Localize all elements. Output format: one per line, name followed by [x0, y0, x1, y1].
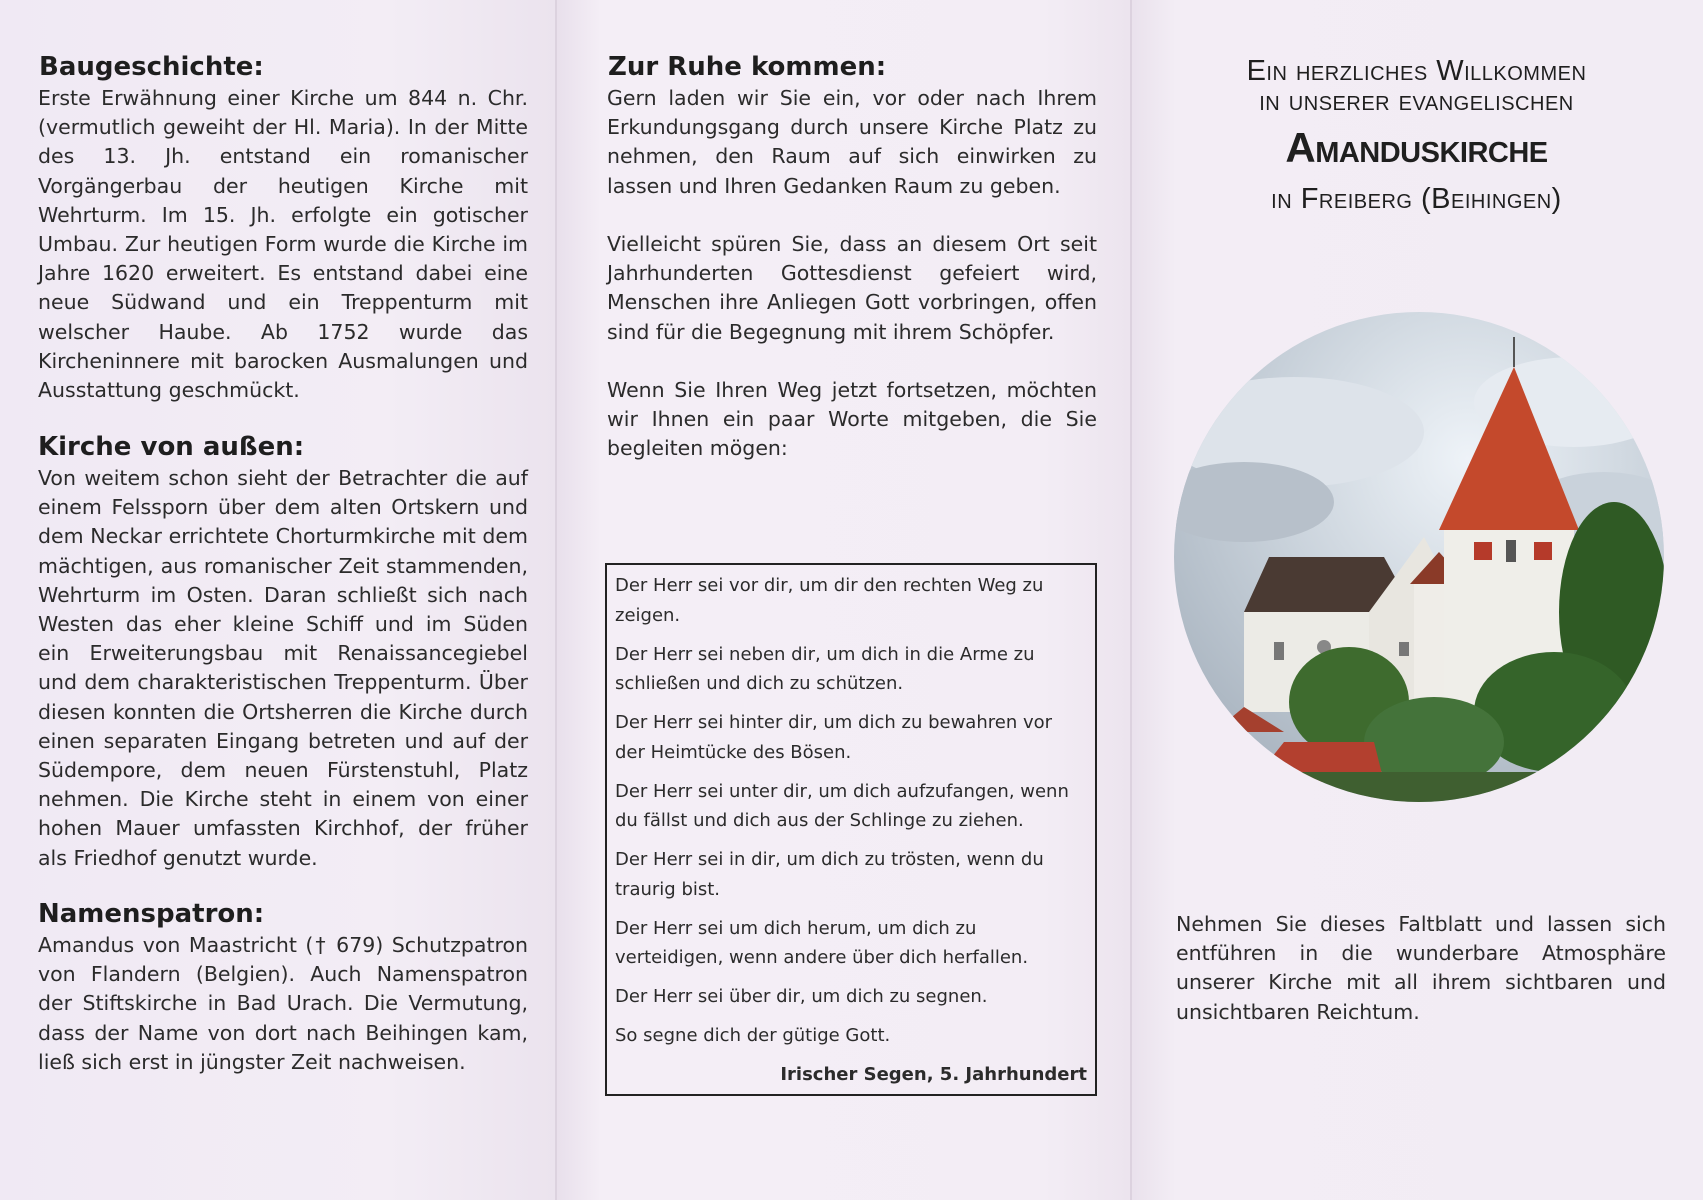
fold-line-left [555, 0, 557, 1200]
heading-history: Baugeschichte: [39, 52, 264, 82]
heading-exterior: Kirche von außen: [38, 432, 305, 462]
blessing-line: Der Herr sei über dir, um dich zu segnen. [615, 986, 988, 1007]
blessing-line: Der Herr sei vor dir, um dir den rechten Weg zu zeigen. [615, 575, 1044, 626]
blessing-source: Irischer Segen, 5. Jahrhundert [780, 1064, 1087, 1085]
blessing-line: Der Herr sei unter dir, um dich aufzufangen, wenn du fällst und dich aus der Schlinge zu ziehen. [615, 780, 1069, 831]
blessing-box [605, 563, 1097, 1096]
title-church-name: Amanduskirche [1285, 124, 1548, 171]
blessing-line: Der Herr sei hinter dir, um dich zu bewahren vor der Heimtücke des Bösen. [615, 712, 1053, 763]
blessing-line: Der Herr sei in dir, um dich zu trösten, wenn du traurig bist. [615, 849, 1044, 900]
blessing-line: Der Herr sei neben dir, um dich in die Arme zu schließen und dich zu schützen. [615, 643, 1035, 694]
text-rest-3: Wenn Sie Ihren Weg jetzt fortsetzen, möchten wir Ihnen ein paar Worte mitgeben, die Sie begleiten mögen: [607, 378, 1097, 461]
text-exterior: Von weitem schon sieht der Betrachter die auf einem Felssporn über dem alten Ortskern und dem Neckar errichtete Chorturmkirche mit dem mächtigen, aus romanischer Zeit stammenden, Wehrturm im Osten. Daran schließt sich nach Westen das eher kleine Schiff und im Süden ein Erweiterungsbau mit Renaissancegiebel und dem charakteristischen Treppenturm. Über diesen konnten die Ortsherren die Kirche durch einen separaten Eingang betreten und auf der Südempore, dem neuen Fürstenstuhl, Platz nehmen. Die Kirche steht in einem von einer hohen Mauer umfassten Kirchhof, der früher als Friedhof genutzt wurde. [38, 466, 528, 870]
title-line-1: Ein herzliches Willkommen [1246, 55, 1587, 87]
blessing-line: So segne dich der gütige Gott. [615, 1025, 891, 1046]
intro-text: Nehmen Sie dieses Faltblatt und lassen sich entführen in die wunderbare Atmosphäre unserer Kirche mit all ihrem sichtbaren und unsichtbaren Reichtum. [1176, 912, 1666, 1024]
text-rest-1: Gern laden wir Sie ein, vor oder nach Ihrem Erkundungsgang durch unsere Kirche Platz zu nehmen, den Raum auf sich einwirken zu lassen und Ihren Gedanken Raum zu geben. [607, 86, 1097, 198]
church-photo [1174, 312, 1664, 802]
title-line-2: in unserer evangelischen [1259, 85, 1574, 117]
title-line-3: in Freiberg (Beihingen) [1271, 183, 1562, 215]
welcome-title [1130, 56, 1703, 214]
text-rest-2: Vielleicht spüren Sie, dass an diesem Ort seit Jahrhunderten Gottesdienst gefeiert wird, Menschen ihre Anliegen Gott vorbringen, offen sind für die Begegnung mit ihrem Schöpfer. [607, 232, 1097, 344]
blessing-line: Der Herr sei um dich herum, um dich zu verteidigen, wenn andere über dich herfallen. [615, 917, 1029, 968]
text-patron: Amandus von Maastricht († 679) Schutzpatron von Flandern (Belgien). Auch Namenspatron der Stiftskirche in Bad Urach. Die Vermutung, dass der Name von dort nach Beihingen kam, ließ sich erst in jüngster Zeit nachweisen. [38, 933, 528, 1074]
heading-rest: Zur Ruhe kommen: [608, 52, 887, 82]
church-illustration [1174, 312, 1664, 802]
heading-patron: Namenspatron: [38, 899, 265, 929]
text-history: Erste Erwähnung einer Kirche um 844 n. Chr. (vermutlich geweiht der Hl. Maria). In der Mitte des 13. Jh. entstand ein romanischer Vorgängerbau der heutigen Kirche mit Wehrturm. Im 15. Jh. erfolgte ein gotischer Umbau. Zur heutigen Form wurde die Kirche im Jahre 1620 erweitert. Es entstand dabei eine neue Südwand und ein Treppenturm mit welscher Haube. Ab 1752 wurde das Kircheninnere mit barocken Ausmalungen und Ausstattung geschmückt. [38, 86, 528, 403]
